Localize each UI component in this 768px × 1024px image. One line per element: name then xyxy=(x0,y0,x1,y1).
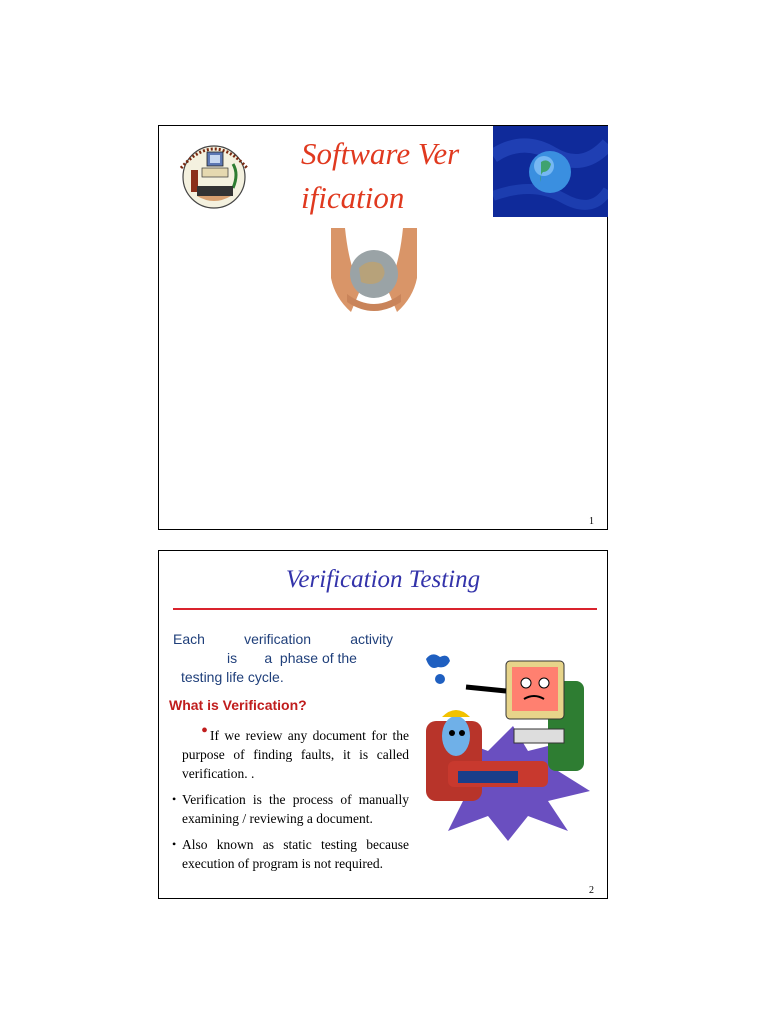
intro-line-1 xyxy=(173,630,393,649)
slide-title: Verification Testing xyxy=(285,566,481,593)
intro-word: verification xyxy=(244,631,312,647)
bullet-item xyxy=(169,790,409,828)
computer-cartoon-image xyxy=(418,641,594,844)
bullet-dot-icon: • xyxy=(172,837,177,851)
bullet-text: Verification is the process of manually examining / reviewing a document. xyxy=(182,792,409,826)
title-underline xyxy=(173,608,597,610)
intro-line-2: is a phase of the xyxy=(227,650,357,666)
slide-2 xyxy=(158,550,608,899)
slide-title: Software Verification xyxy=(301,136,460,215)
bullet-dot-icon: • xyxy=(172,792,177,806)
intro-line-3: testing life cycle. xyxy=(181,669,284,685)
bullet-text: If we review any document for the purpose of finding faults, it is called verification. . xyxy=(182,728,409,781)
institution-logo-icon xyxy=(175,134,253,212)
page-number: 2 xyxy=(589,885,594,896)
section-heading: What is Verification? xyxy=(169,697,307,713)
page-number: 1 xyxy=(589,516,594,527)
bullet-item xyxy=(169,720,409,783)
globe-in-hands-image xyxy=(331,228,417,312)
bullet-dot-icon: • xyxy=(201,720,209,742)
intro-word: Each xyxy=(173,631,205,647)
intro-paragraph xyxy=(173,630,393,687)
intro-word: activity xyxy=(350,631,393,647)
blue-globe-image xyxy=(493,126,608,217)
bullet-item xyxy=(169,835,409,873)
bullet-text: Also known as static testing because execution of program is not required. xyxy=(182,837,409,871)
slide-1 xyxy=(158,125,608,530)
bullet-list xyxy=(169,720,409,880)
